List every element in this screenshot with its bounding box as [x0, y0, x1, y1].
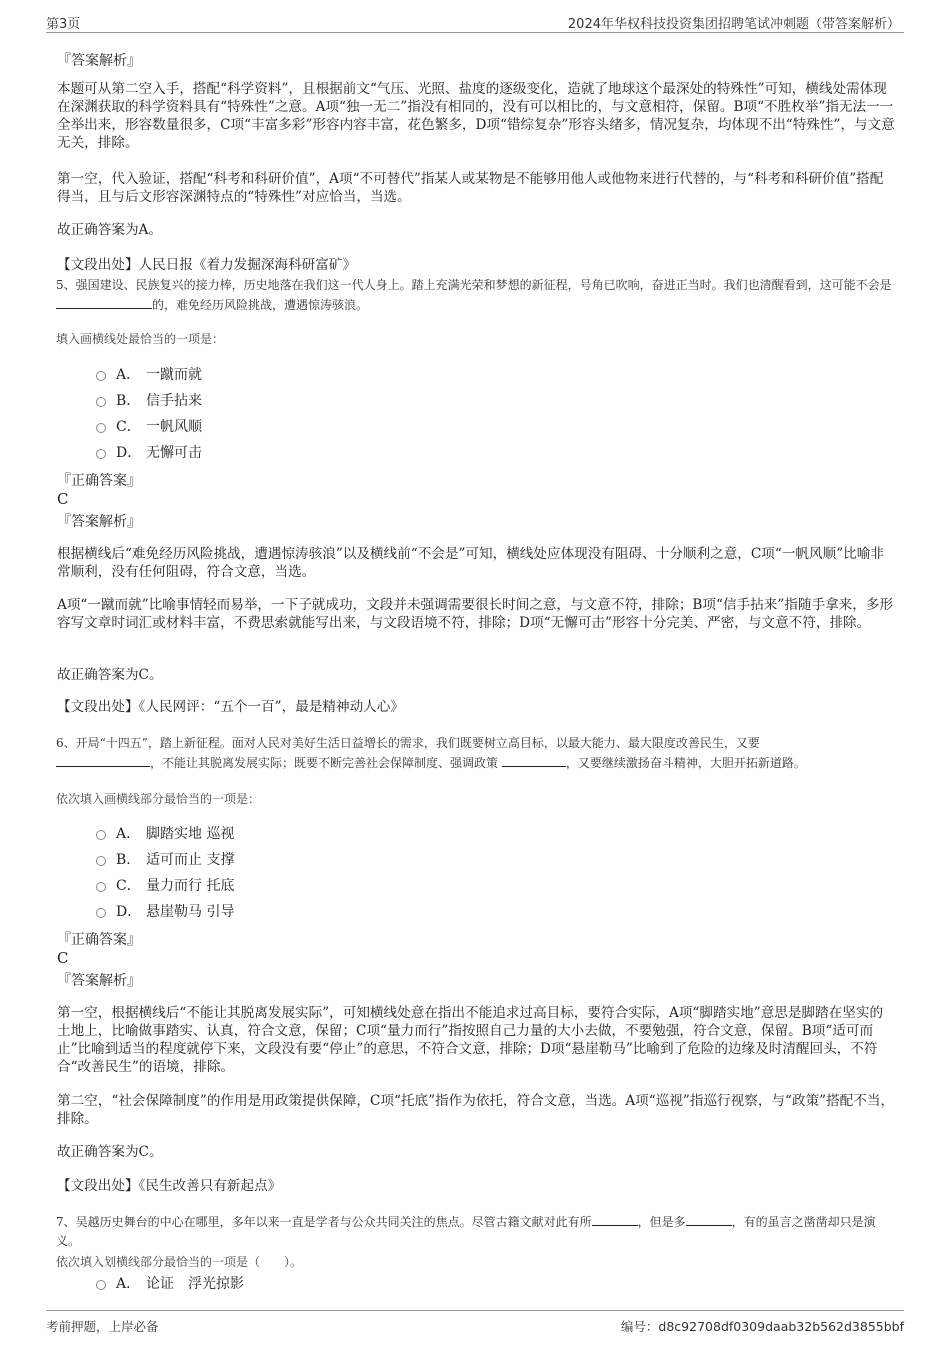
q6-blank-1 [56, 753, 150, 767]
document-title: 2024年华权科技投资集团招聘笔试冲刺题（带答案解析） [567, 17, 900, 32]
q5-analysis-tag: 『答案解析』 [57, 514, 141, 530]
q4-analysis-tag: 『答案解析』 [57, 53, 141, 69]
q6-prompt: 依次填入画横线部分最恰当的一项是： [56, 792, 261, 806]
q7-option-a[interactable]: A． 论证 浮光掠影 [96, 1273, 244, 1293]
document-code: 编号：d8c92708df0309daab32b562d3855bbf [620, 1319, 904, 1334]
q6-text-c: ，又要继续激扬奋斗精神，大胆开拓新道路。 [565, 756, 806, 770]
q6-text-a: 6、开局“十四五”，踏上新征程。面对人民对美好生活日益增长的需求，我们既要树立高目标，以最大能力、最大限度改善民生，又要 [56, 736, 760, 750]
q5-question-text [56, 276, 896, 315]
q6-answer-tag: 『正确答案』 [57, 932, 141, 948]
q5-option-c[interactable]: C． 一帆风顺 [96, 416, 202, 436]
q6-blank-2 [502, 753, 566, 767]
q5-text-a: 5、强国建设、民族复兴的接力棒，历史地落在我们这一代人身上。踏上充满光荣和梦想的新征程，号角已吹响，奋进正当时。我们也清醒看到，这可能不会是 [56, 278, 892, 292]
q4-analysis-p2: 第一空，代入验证，搭配“科考和科研价值”，A项“不可替代”指某人或某物是不能够用他人或他物来进行代替的，与“科考和科研价值”搭配得当，且与后文形容深渊特点的“特殊性”对应恰当，当选。 [57, 171, 884, 205]
q5-analysis-p2: A项“一蹴而就”比喻事情轻而易举，一下子就成功，文段并未强调需要很长时间之意，与文意不符，排除；B项“信手拈来”指随手拿来，多形容写文章时词汇或材料丰富，不费思索就能写出来，与文段语境不符，排除；D项“无懈可击”形容十分完美、严密，与文意不符，排除。 [57, 597, 894, 631]
radio-icon[interactable] [96, 371, 106, 381]
q6-option-d[interactable]: D． 悬崖勒马 引导 [96, 901, 234, 921]
radio-icon[interactable] [96, 423, 106, 433]
q7-text-b: ，但是多 [637, 1215, 686, 1229]
radio-icon[interactable] [96, 882, 106, 892]
q6-analysis-p1: 第一空，根据横线后“不能让其脱离发展实际”，可知横线处意在指出不能追求过高目标，要符合实际，A项“脚踏实地”意思是脚踏在坚实的土地上，比喻做事踏实、认真，符合文意，保留；C项“量力而行”指按照自己力量的大小去做，不要勉强，符合文意，保留。B项“适可而止”比喻到适当的程度就停下来，文段没有要“停止”的意思，不符合文意，排除；D项“悬崖勒马”比喻到了危险的边缘及时清醒回头，不符合“改善民生”的语境，排除。 [57, 1005, 884, 1075]
q6-answer-line: 故正确答案为C。 [57, 1144, 163, 1160]
q6-option-b[interactable]: B． 适可而止 支撑 [96, 849, 234, 869]
radio-icon[interactable] [96, 449, 106, 459]
radio-icon[interactable] [96, 1280, 106, 1290]
q7-question-text [56, 1212, 896, 1251]
radio-icon[interactable] [96, 397, 106, 407]
page-header [46, 8, 904, 33]
page-number: 第3页 [46, 17, 81, 32]
q6-analysis-p2: 第二空，“社会保障制度”的作用是用政策提供保障，C项“托底”指作为依托，符合文意，当选。A项“巡视”指巡行视察，与“政策”搭配不当，排除。 [57, 1093, 895, 1127]
q6-analysis-tag: 『答案解析』 [57, 973, 141, 989]
q6-text-b: ，不能让其脱离发展实际；既要不断完善社会保障制度、强调政策 [150, 756, 499, 770]
q6-option-c[interactable]: C． 量力而行 托底 [96, 875, 234, 895]
q5-analysis-p1: 根据横线后“难免经历风险挑战，遭遇惊涛骇浪”以及横线前“不会是”可知，横线处应体现没有阻碍、十分顺利之意，C项“一帆风顺”比喻非常顺利，没有任何阻碍，符合文意，当选。 [57, 546, 884, 580]
q4-analysis-p1: 本题可从第二空入手，搭配“科学资料”，且根据前文“气压、光照、盐度的逐级变化，造就了地球这个最深处的特殊性”可知，横线处需体现在深渊获取的科学资料具有“特殊性”之意。A项“独一无二”指没有相同的，没有可以相比的，与文意相符，保留。B项“不胜枚举”指无法一一全举出来，形容数量很多，C项“丰富多彩”形容内容丰富，花色繁多，D项“错综复杂”形容头绪多，情况复杂，均体现不出“特殊性”，与文意无关，排除。 [57, 81, 895, 151]
q6-option-a[interactable]: A． 脚踏实地 巡视 [96, 823, 234, 843]
q6-source: 【文段出处】《民生改善只有新起点》 [57, 1178, 282, 1194]
q7-text-a: 7、吴越历史舞台的中心在哪里，多年以来一直是学者与公众共同关注的焦点。尽管古籍文献对此有所 [56, 1215, 592, 1229]
radio-icon[interactable] [96, 856, 106, 866]
q5-text-b: 的，难免经历风险挑战，遭遇惊涛骇浪。 [152, 298, 369, 312]
q7-blank-2 [686, 1212, 732, 1226]
q5-source: 【文段出处】《人民网评：“五个一百”，最是精神动人心》 [57, 699, 404, 715]
q5-option-a[interactable]: A． 一蹴而就 [96, 364, 202, 384]
radio-icon[interactable] [96, 908, 106, 918]
q5-option-d[interactable]: D． 无懈可击 [96, 442, 202, 462]
q5-answer: C [57, 490, 69, 508]
q7-blank-1 [592, 1212, 638, 1226]
q5-answer-line: 故正确答案为C。 [57, 667, 163, 683]
footer-slogan: 考前押题，上岸必备 [46, 1319, 159, 1334]
q5-answer-tag: 『正确答案』 [57, 473, 141, 489]
page-footer [46, 1310, 904, 1337]
q6-question-text [56, 734, 896, 773]
q4-source: 【文段出处】人民日报《着力发掘深海科研富矿》 [57, 257, 357, 273]
q5-option-b[interactable]: B． 信手拈来 [96, 390, 202, 410]
q4-answer-line: 故正确答案为A。 [57, 222, 162, 238]
q6-answer: C [57, 949, 69, 967]
radio-icon[interactable] [96, 830, 106, 840]
q5-prompt: 填入画横线处最恰当的一项是： [56, 332, 225, 346]
q7-text-c: ，有的虽言之凿凿却只是演义。 [56, 1215, 876, 1248]
q5-blank [56, 295, 152, 309]
q7-prompt: 依次填入划横线部分最恰当的一项是（ ）。 [56, 1255, 303, 1269]
